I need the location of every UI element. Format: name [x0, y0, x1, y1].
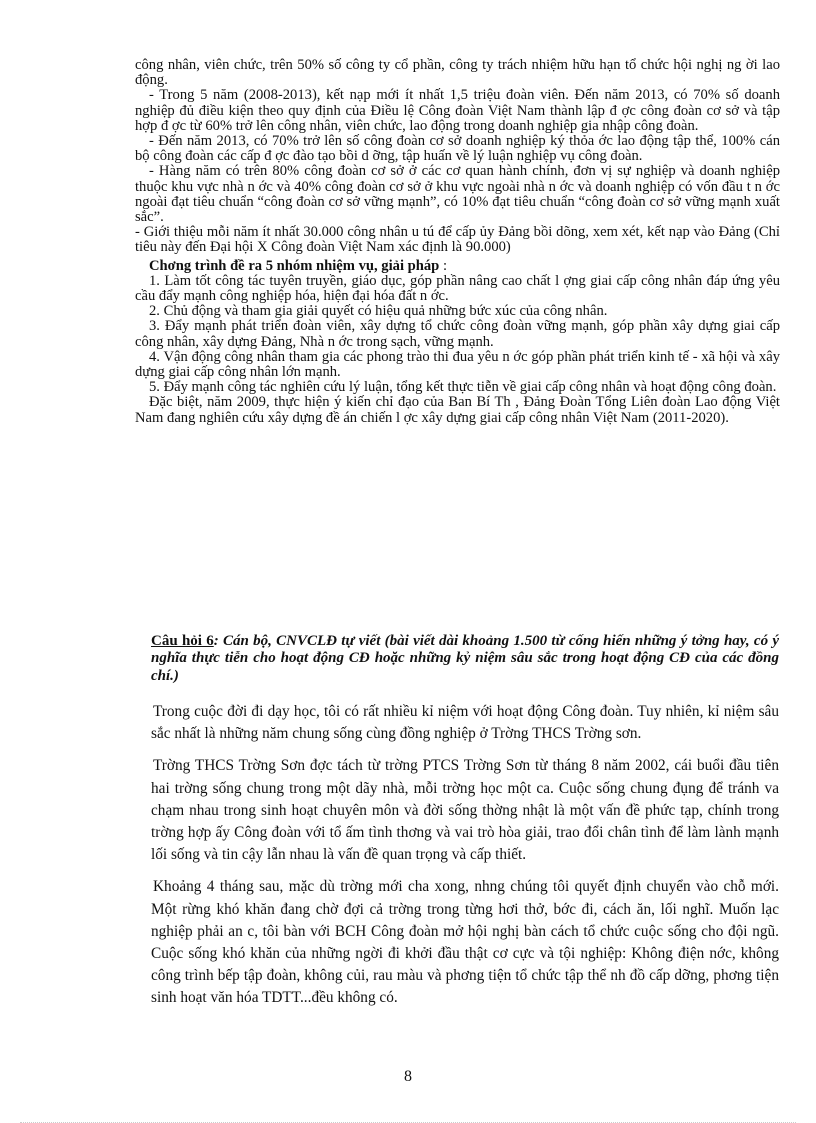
goal-paragraph: - Đến năm 2013, có 70% trở lên số công đoàn cơ sở doanh nghiệp ký thỏa ớc lao động tập thể, 100% cán bộ công đoàn các cấp đ ợc đào tạo bồi d ỡng, tập huấn về lý luận nghiệp vụ công đoàn.: [135, 133, 780, 165]
essay-paragraph: Khoảng 4 tháng sau, mặc dù trờng mới cha xong, nhng chúng tôi quyết định chuyển vào chỗ mới. Một rừng khó khăn đang chờ đợi cả trờng trong từng hơi thở, bớc đi, cách ăn, lối nghĩ. Muốn lạc nghiệp phải an c, tôi bàn với BCH Công đoàn mở hội nghị bàn cách tổ chức cuộc sống cho đội ngũ. Cuộc sống khó khăn của những ngời đi khởi đầu thật cơ cực và tội nghiệp: Không điện nớc, không công trình bếp tập đoàn, không củi, rau màu và phơng tiện tổ chức tập thể nh đồ cấp dỡng, phơng tiện sinh hoạt văn hóa TDTT...đều không có.: [151, 878, 779, 1007]
program-heading-colon: :: [439, 257, 447, 274]
task-item: 5. Đẩy mạnh công tác nghiên cứu lý luận, tổng kết thực tiễn về giai cấp công nhân và hoạt động công đoàn.: [149, 379, 777, 396]
goal-paragraph: - Trong 5 năm (2008-2013), kết nạp mới ít nhất 1,5 triệu đoàn viên. Đến năm 2013, có 70% số doanh nghiệp đủ điều kiện theo quy định của Điều lệ Công đoàn Việt Nam thành lập đ ợc công đoàn cơ sở và tập hợp đ ợc từ 60% trở lên công nhân, viên chức, lao động trong doanh nghiệp gia nhập công đoàn.: [135, 87, 780, 134]
special-note: Đặc biệt, năm 2009, thực hiện ý kiến chỉ đạo của Ban Bí Th , Đảng Đoàn Tổng Liên đoàn Lao động Việt Nam đang nghiên cứu xây dựng đề án chiến l ợc xây dựng giai cấp công nhân Việt Nam (2011-2020).: [135, 394, 780, 426]
page-number: 8: [404, 1068, 412, 1085]
essay-paragraph: Trong cuộc đời đi dạy học, tôi có rất nhiều kỉ niệm với hoạt động Công đoàn. Tuy nhiên, kỉ niệm sâu sắc nhất là những năm chung sống cùng đồng nghiệp ở Trờng THCS Trờng sơn.: [151, 703, 779, 743]
task-item: 4. Vận động công nhân tham gia các phong trào thi đua yêu n ớc góp phần phát triển kinh tế - xã hội và xây dựng giai cấp công nhân lớn mạnh.: [135, 348, 780, 381]
task-item: 3. Đẩy mạnh phát triển đoàn viên, xây dựng tổ chức công đoàn vững mạnh, góp phần xây dựng giai cấp công nhân, xây dựng Đảng, Nhà n ớc trong sạch, vững mạnh.: [135, 318, 780, 350]
question-label: Câu hỏi 6: [151, 633, 214, 649]
essay-section: [151, 701, 779, 1020]
goal-paragraph: công nhân, viên chức, trên 50% số công ty cổ phần, công ty trách nhiệm hữu hạn tổ chức hội nghị ng ời lao động.: [135, 57, 780, 89]
goal-paragraph: - Hàng năm có trên 80% công đoàn cơ sở ở các cơ quan hành chính, đơn vị sự nghiệp và doanh nghiệp thuộc khu vực nhà n ớc và 40% công đoàn cơ sở ở khu vực ngoài nhà n ớc và doanh nghiệp có vốn đầu t n ớc ngoài đạt tiêu chuẩn “công đoàn cơ sở vững mạnh”, có 10% đạt tiêu chuẩn “công đoàn cơ sở vững mạnh xuất sắc”.: [135, 163, 780, 226]
essay-paragraph: Trờng THCS Trờng Sơn đợc tách từ trờng PTCS Trờng Sơn từ tháng 8 năm 2002, cái buổi đầu tiên hai trờng sống chung trong một dãy nhà, mỗi trờng học một ca. Cuộc sống chung đụng để tránh va chạm nhau trong sinh hoạt chuyên môn và đời sống thờng nhật là một vấn đề phức tạp, chính trong trờng hợp ấy Công đoàn với tổ ấm tình thơng và vai trò hòa giải, trao đổi chân tình để làm lành mạnh lối sống và tin cậy lẫn nhau là vấn đề quan trọng và cấp thiết.: [151, 757, 779, 864]
task-item: 2. Chủ động và tham gia giải quyết có hiệu quả những bức xúc của công nhân.: [149, 303, 608, 320]
goals-section: [135, 58, 780, 426]
program-heading: [135, 259, 780, 274]
question-6: [151, 633, 779, 685]
question-separator: :: [213, 633, 224, 649]
goal-paragraph: - Giới thiệu mỗi năm ít nhất 30.000 công nhân u tú để cấp ủy Đảng bồi dõng, xem xét, kết nạp vào Đảng (Chỉ tiêu này đến Đại hội X Công đoàn Việt Nam xác định là 90.000): [135, 224, 780, 256]
question-text: Cán bộ, CNVCLĐ tự viết (bài viết dài khoảng 1.500 từ cống hiến những ý tởng hay, có ý nghĩa thực tiễn cho hoạt động CĐ hoặc những kỷ niệm sâu sắc trong hoạt động CĐ của các đồng chí.): [151, 633, 780, 684]
program-heading-text: Chơng trình đề ra 5 nhóm nhiệm vụ, giải pháp: [149, 257, 440, 274]
task-item: 1. Làm tốt công tác tuyên truyền, giáo dục, góp phần nâng cao chất l ợng giai cấp công nhân đáp ứng yêu cầu đẩy mạnh công nghiệp hóa, hiện đại hóa đất n ớc.: [135, 272, 780, 305]
